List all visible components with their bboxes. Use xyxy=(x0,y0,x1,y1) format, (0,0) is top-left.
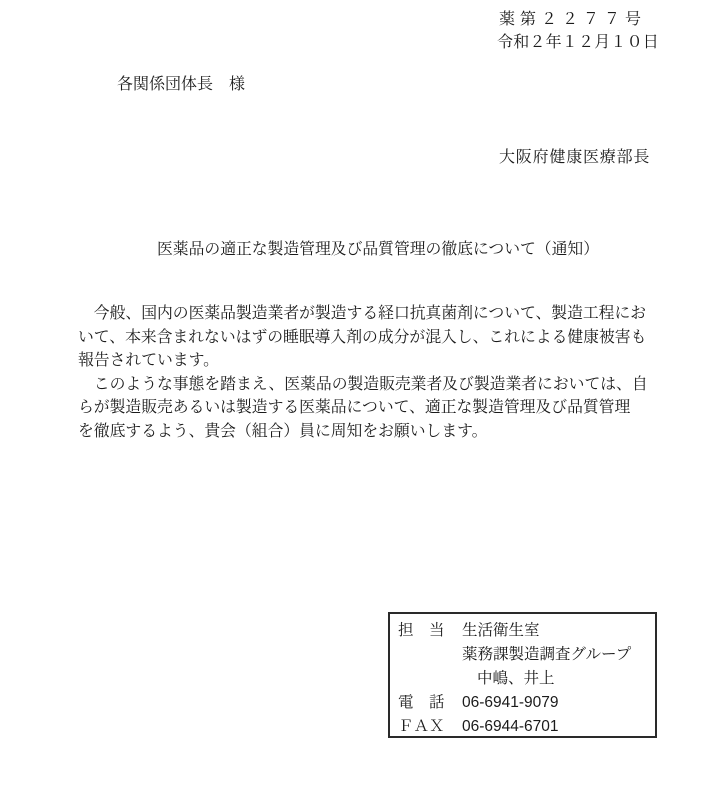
body-line: らが製造販売あるいは製造する医薬品について、適正な製造管理及び品質管理 xyxy=(78,399,631,417)
body-line: このような事態を踏まえ、医薬品の製造販売業者及び製造業者においては、自 xyxy=(78,375,648,393)
addressee-line: 各関係団体長 様 xyxy=(117,76,246,93)
contact-value: 薬務課製造調査グループ xyxy=(462,646,632,663)
contact-row-staff xyxy=(398,619,649,643)
sender-line: 大阪府健康医療部長 xyxy=(499,149,651,166)
body-line: 報告されています。 xyxy=(78,352,219,370)
contact-row-persons xyxy=(398,667,649,691)
document-number: 薬第２２７７号 xyxy=(499,11,647,28)
contact-value: 生活衛生室 xyxy=(462,622,540,639)
contact-row-phone xyxy=(398,691,649,715)
contact-info-box xyxy=(388,612,657,738)
contact-label xyxy=(398,667,462,691)
document-title: 医薬品の適正な製造管理及び品質管理の徹底について（通知） xyxy=(157,241,599,258)
contact-label: 担 当 xyxy=(398,622,445,639)
contact-label xyxy=(398,643,462,667)
contact-label: 電 話 xyxy=(398,694,445,711)
body-line: いて、本来含まれないはずの睡眠導入剤の成分が混入し、これによる健康被害も xyxy=(78,328,647,346)
body-text xyxy=(78,302,668,444)
contact-row-fax xyxy=(398,715,649,739)
body-line: 今般、国内の医薬品製造業者が製造する経口抗真菌剤について、製造工程にお xyxy=(78,305,647,322)
contact-value: 中嶋、井上 xyxy=(477,670,555,687)
body-line: を徹底するよう、貴会（組合）員に周知をお願いします。 xyxy=(78,422,488,440)
contact-row-group xyxy=(398,643,649,667)
document-date: 令和２年１２月１０日 xyxy=(497,34,660,51)
contact-value: 06-6944-6701 xyxy=(462,718,559,735)
contact-value: 06-6941-9079 xyxy=(462,694,559,711)
contact-label: ＦＡＸ xyxy=(398,718,445,735)
